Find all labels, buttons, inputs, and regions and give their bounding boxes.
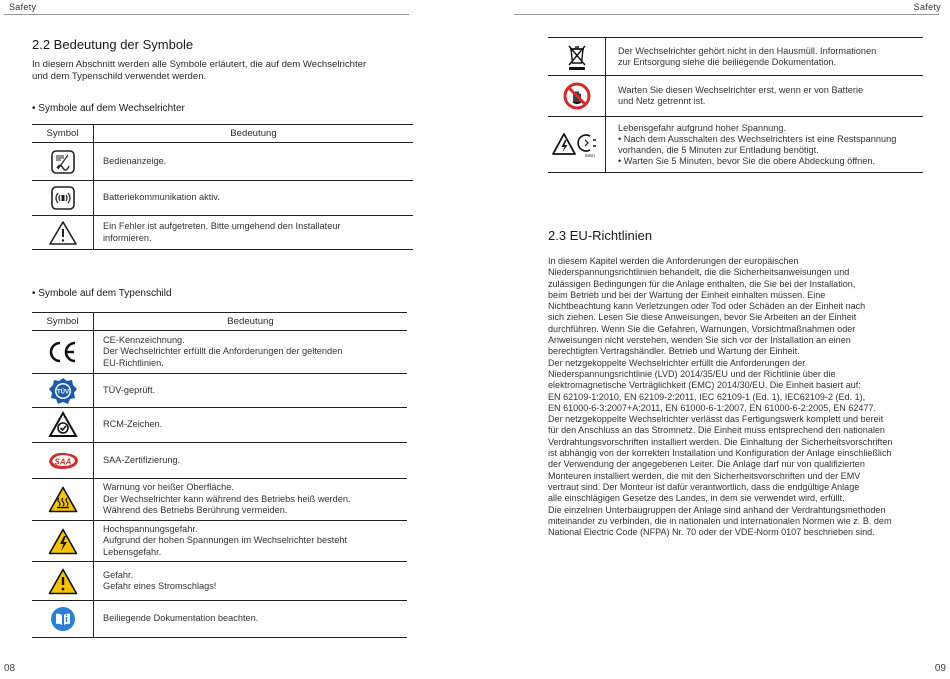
table-row [32, 374, 407, 408]
bullet-item: • Warten Sie 5 Minuten, bevor Sie die obere Abdeckung öffnen. [618, 155, 876, 166]
meaning-cell [606, 76, 924, 117]
nameplate-symbols-table [32, 312, 407, 638]
bullet-item: • Nach dem Ausschalten des Wechselrichters ist eine Restspannung [618, 133, 897, 144]
meaning-line: RCM-Zeichen. [103, 419, 163, 430]
meaning-cell [94, 331, 408, 374]
table-row [32, 408, 407, 443]
body-line: ist abhängig von der korrekten Installation und Konfiguration der Anlage einschließlich [548, 448, 892, 459]
body-line: der Verwendung der angegebenen Leiter. Die Anlage darf nur von qualifizierten [548, 459, 865, 470]
table-row [548, 38, 923, 76]
body-line: National Electric Code (NFPA) Nr. 70 oder der VDE-Norm 0107 beschrieben sind. [548, 527, 875, 538]
table-row [32, 331, 407, 374]
body-line: In diesem Kapitel werden die Anforderungen der europäischen [548, 256, 799, 266]
symbol-cell [32, 479, 94, 521]
five-minute-text: 5min [584, 152, 595, 158]
table-row [548, 117, 923, 173]
body-line: EN 62109-1:2010, EN 62109-2:2011, IEC 62109-1 (Ed. 1), IEC62109-2 (Ed. 1), [548, 391, 866, 402]
page-number: 08 [4, 663, 16, 674]
meaning-line: Aufgrund der hohen Spannungen im Wechselrichter besteht [103, 535, 347, 546]
nameplate-symbols-heading [32, 288, 172, 299]
meaning-line: Beiliegende Dokumentation beachten. [103, 613, 259, 624]
section-title: 2.3 EU-Richtlinien [548, 228, 653, 243]
tuv-mark-text: TÜV [56, 389, 69, 395]
table-row [32, 181, 413, 216]
body-line: für den Anschluss an das Stromnetz. Die Einheit muss entsprechend den nationalen [548, 425, 885, 436]
eu-directives-paragraph [548, 256, 938, 538]
saa-mark-text: SAA [54, 457, 71, 466]
danger-icon [48, 568, 78, 595]
meaning-cell [94, 479, 408, 521]
meaning-line: Bedienanzeige. [103, 155, 167, 166]
meaning-line: CE-Kennzeichnung. [103, 334, 185, 345]
meaning-line: Gefahr eines Stromschlags! [103, 581, 217, 591]
column-header-meaning: Bedeutung [94, 313, 408, 331]
table-header-row [32, 125, 413, 143]
page-header: Safety [913, 2, 941, 12]
heading-text: Symbole auf dem Wechselrichter [38, 103, 185, 114]
body-line: EN 61000-6-3:2007+A:2011, EN 61000-6-1:2007, EN 61000-6-2:2005, EN 62477. [548, 402, 877, 413]
table-row [32, 601, 407, 638]
body-line: durchführen. Wenn Sie die Gefahren, Warnungen, Vorsichtmaßnahmen oder [548, 323, 856, 334]
column-header-meaning: Bedeutung [94, 125, 414, 143]
meaning-cell [94, 408, 408, 443]
intro-line: In diesem Abschnitt werden alle Symbole erläutert, die auf dem Wechselrichter [32, 59, 367, 70]
symbol-cell [32, 181, 94, 216]
meaning-line: Während des Betriebs Berührung vermeiden. [103, 505, 288, 516]
body-line: berechtigten Vertragshändler. Betrieb und Wartung der Einheit. [548, 346, 800, 357]
body-line: Monteuren installiert werden, die mit den Sicherheitsvorschriften und der EMV [548, 470, 861, 481]
table-row [32, 216, 413, 250]
meaning-cell [94, 143, 414, 181]
symbol-cell [32, 521, 94, 562]
body-line: Niederspannungsrichtlinie (LVD) 2014/35/EU und der Richtlinie über die [548, 368, 836, 379]
inverter-symbols-table [32, 124, 413, 250]
meaning-line: Batteriekommunikation aktiv. [103, 192, 220, 203]
meaning-cell [94, 443, 408, 479]
high-voltage-icon [48, 528, 78, 555]
column-header-symbol: Symbol [32, 313, 94, 331]
read-manual-icon [50, 606, 76, 632]
heading-text: Symbole auf dem Typenschild [38, 288, 172, 299]
body-line: Niederspannungsrichtlinien behandelt, die die Sicherheitsanweisungen und [548, 267, 850, 278]
meaning-cell [94, 562, 408, 601]
display-icon [50, 149, 76, 175]
meaning-line: Der Wechselrichter kann während des Betriebs heiß werden. [103, 493, 351, 504]
right-page [475, 0, 950, 679]
body-line: beim Betrieb und bei der Wartung der Einheit einhalten müssen. Eine [548, 289, 826, 300]
section-title: 2.2 Bedeutung der Symbole [32, 37, 194, 52]
bullet-text: Nach dem Ausschalten des Wechselrichters ist eine Restspannung [623, 133, 897, 144]
meaning-line: TÜV-geprüft. [103, 384, 156, 395]
bullet-text: vorhanden, die 5 Minuten zur Entladung benötigt. [618, 144, 819, 155]
meaning-line: Warnung vor heißer Oberfläche. [103, 482, 234, 493]
table-row [32, 443, 407, 479]
symbol-cell [548, 38, 606, 76]
meaning-cell [94, 601, 408, 638]
table-row [32, 143, 413, 181]
intro-line: und dem Typenschild verwendet werden. [32, 71, 207, 82]
body-line: elektromagnetische Verträglichkeit (EMC) 2014/30/EU. Die Einheit basiert auf: [548, 380, 861, 391]
body-line: Der netzgekoppelte Wechselrichter verlässt das Fertigungswerk komplett und bereit [548, 414, 884, 425]
symbol-cell [32, 408, 94, 443]
body-line: zulässigen Bedingungen für die Anlage enthalten, die Sie bei der Installation, [548, 278, 856, 289]
meaning-line: Warten Sie diesen Wechselrichter erst, wenn er von Batterie [618, 85, 864, 95]
meaning-line: Lebensgefahr aufgrund hoher Spannung. [618, 122, 787, 133]
tuv-mark-icon [49, 377, 77, 405]
body-line: Verdrahtungsvorschriften installiert werden. Die Einhaltung der Sicherheitsvorschriften [548, 436, 893, 447]
bullet-dot: • [32, 103, 36, 114]
page-number: 09 [934, 663, 946, 674]
symbol-cell [32, 562, 94, 601]
symbol-cell [548, 117, 606, 173]
intro-paragraph [32, 59, 432, 83]
symbol-cell [32, 443, 94, 479]
do-not-touch-icon [563, 82, 591, 110]
meaning-cell [94, 521, 408, 562]
meaning-cell [606, 117, 924, 173]
meaning-line: und Netz getrennt ist. [618, 96, 706, 106]
symbol-cell [32, 331, 94, 374]
symbol-cell [32, 143, 94, 181]
header-rule [4, 14, 409, 15]
meaning-line: Lebensgefahr. [103, 546, 162, 557]
meaning-line: zur Entsorgung siehe die beiliegende Dokumentation. [618, 56, 837, 67]
weee-bin-icon [566, 43, 588, 71]
table-row [32, 521, 407, 562]
meaning-cell [94, 374, 408, 408]
capacitor-discharge-icon [552, 132, 602, 158]
symbol-cell [548, 76, 606, 117]
symbol-cell [32, 374, 94, 408]
warning-triangle-icon [48, 220, 78, 246]
column-header-symbol: Symbol [32, 125, 94, 143]
symbol-cell [32, 601, 94, 638]
symbol-cell [32, 216, 94, 250]
body-line: Der netzgekoppelte Wechselrichter erfüllt die Anforderungen der [548, 357, 806, 368]
table-row [32, 562, 407, 601]
meaning-line: informieren. [103, 232, 152, 243]
body-line: vertraut sind. Der Monteur ist dafür verantwortlich, dass die endgültige Anlage [548, 481, 860, 492]
body-line: miteinander zu verbinden, die in nationalen und internationalen Normen wie z. B. dem [548, 515, 892, 526]
hot-surface-icon [48, 486, 78, 513]
body-line: alle einschlägigen Gesetze des Landes, in dem sie verwendet wird, erfüllt. [548, 493, 845, 504]
page-header: Safety [9, 2, 37, 12]
table-row [32, 479, 407, 521]
body-line: Die einzelnen Unterbaugruppen der Anlage sind anhand der Verdrahtungsmethoden [548, 504, 886, 515]
meaning-line: EU-Richtlinien. [103, 357, 164, 368]
meaning-cell [94, 216, 414, 250]
meaning-line: SAA-Zertifizierung. [103, 454, 181, 465]
body-line: sich ziehen. Lesen Sie diese Anweisungen, bevor Sie Arbeiten an der Einheit [548, 312, 857, 323]
header-rule [514, 14, 939, 15]
body-line: Nichtbeachtung kann Verletzungen oder Tod oder Schäden an der Einheit nach [548, 301, 866, 312]
meaning-line: Der Wechselrichter gehört nicht in den Hausmüll. Informationen [618, 45, 877, 56]
body-line: Anweisungen nicht verstehen, wenden Sie sich vor der Installation an einen [548, 335, 851, 346]
table-row [548, 76, 923, 117]
meaning-line: Ein Fehler ist aufgetreten. Bitte umgehend den Installateur [103, 221, 341, 231]
battery-communication-icon [50, 185, 76, 211]
meaning-cell [606, 38, 924, 76]
symbol-continuation-table [548, 37, 923, 173]
bullet-text: Warten Sie 5 Minuten, bevor Sie die obere Abdeckung öffnen. [623, 155, 876, 166]
meaning-line: Der Wechselrichter erfüllt die Anforderungen der geltenden [103, 346, 343, 357]
bullet-continuation [618, 145, 923, 156]
saa-mark-icon [45, 450, 81, 472]
meaning-line: Hochspannungsgefahr. [103, 523, 198, 534]
table-header-row [32, 313, 407, 331]
meaning-cell [94, 181, 414, 216]
ce-mark-icon [47, 340, 79, 364]
inverter-symbols-heading [32, 103, 185, 114]
rcm-mark-icon [48, 411, 78, 439]
bullet-dot: • [32, 288, 36, 299]
meaning-line: Gefahr. [103, 569, 134, 580]
